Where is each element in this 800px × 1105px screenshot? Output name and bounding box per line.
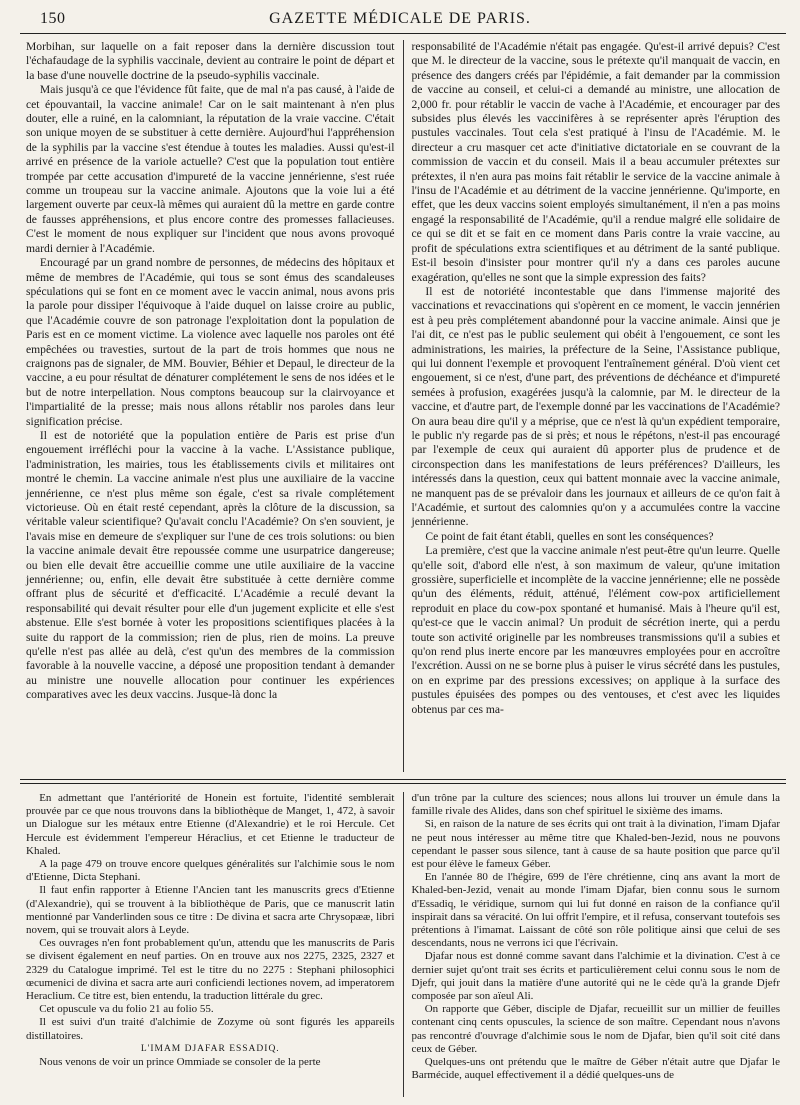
paragraph: Si, en raison de la nature de ses écrits qui ont trait à la divination, l'imam Djafar ne peut nous intéresser au même titre que Khaled-ben-Jezid, nous ne pouvons cependant le passer sous silence, tant à cause de sa haute position que parce qu'il est pour élève le fameux Géber. [411,818,780,871]
section-heading: L'IMAM DJAFAR ESSADIQ. [140,1043,280,1054]
paragraph: Mais jusqu'à ce que l'évidence fût faite, que de mal n'a pas causé, à l'aide de cet épouvantail, la vaccine animale! Car on le sait maintenant à n'en plus douter, elle a ruiné, en la calomniant, la réputation de la vraie vaccine. C'était son unique moyen de se substituer à cette dernière. Aujourd'hui l'appréhension de la syphilis par la vaccine s'est étendue à toutes les maladies. Aussi qu'est-il arrivé en présence de la variole actuelle? C'est que la population tout entière trompée par cette accusation d'impureté de la vaccine jennérienne, s'est ruée comme un troupeau sur la vaccine animale. Ajoutons que la voie lui a été largement ouverte par ceux-là mêmes qui auraient dû la mettre en garde contre de fausses appréhensions, et plus encore contre des promesses fallacieuses. C'est le moment de nous expliquer sur l'incident que nous avons provoqué mardi dernier à l'Académie. [26,83,395,255]
lower-left-column [20,792,401,1097]
lower-right-column [406,792,787,1097]
paragraph: Encouragé par un grand nombre de personnes, de médecins des hôpitaux et même de membres de l'Académie, qui tous se sont émus des scandaleuses spéculations qui se font en ce moment avec le vaccin animal, nous avons pris la parole pour dissiper l'équivoque à l'aide duquel on laisse croire au public, que l'Académie couvre de son patronage l'exploitation dont la population de Paris est en ce moment victime. La violence avec laquelle nos paroles ont été empêchées ou travesties, surtout de la part de trois hommes que nous ne craignons pas de signaler, de MM. Bouvier, Béhier et Depaul, le directeur de la vaccine, a eu pour résultat de dénaturer complétement le sens de nos idées et le but de notre interpellation. Nous comptons beaucoup sur la clairvoyance et l'impartialité de la presse; mais nous allons rétablir nos paroles dans leur signification précise. [26,256,395,428]
paragraph: Il est de notoriété incontestable que dans l'immense majorité des vaccinations et revaccinations qui s'opèrent en ce moment, le vaccin jennérien est à peu près complétement abandonné pour la vaccine animale. Ainsi que je l'ai dit, ce n'est pas le public seulement qui obéit à l'engouement, ce sont les administrations, les mairies, la préfecture de la Seine, l'Assistance publique, qui lui donnent l'exemple et provoquent l'entraînement général. D'où vient cet engouement, si ce n'est, d'une part, des préventions de déchéance et d'impureté semées à profusion, exagérées jusqu'à la calomnie, par M. le directeur de la vaccine, et d'autre part, de l'exemple donné par les vaccinations de l'Académie? On aura beau dire qu'il y a méprise, que ce n'est là qu'un expédient temporaire, le public n'y regarde pas de si près; et nous le répétons, n'est-il pas encouragé par l'exemple de ceux qui auraient dû apporter plus de prudence et de circonspection dans les manifestations de leurs préférences? D'ailleurs, les intéressés dans la question, ceux qui battent monnaie avec la vaccine animale, ne manquent pas de se prévaloir dans les journaux et ailleurs de ce qu'on fait à l'Académie, et surtout des calomnies qu'on y a accumulées contre la vaccine jennérienne. [411,284,780,529]
upper-right-column [406,40,787,772]
paragraph: En l'année 80 de l'hégire, 699 de l'ère chrétienne, cinq ans avant la mort de Khaled-ben-Jezid, venait au monde l'imam Djafar, bien connu sous le surnom d'Essadiq, le véridique, surnom qui lui fut donné en raison de la confiance qu'il inspirait dans sa véracité. On lui offrit l'empire, et il refusa, conservant toutefois ses prétentions à l'imamat. Laissant de côté son rôle politique ainsi que celui de ses descendants, nous ne verrons ici que l'écrivain. [411,871,780,950]
header-rule [20,33,786,34]
paragraph: Cet opuscule va du folio 21 au folio 55. [39,1003,214,1016]
column-divider [403,792,404,1097]
paragraph: La première, c'est que la vaccine animale n'est peut-être qu'un leurre. Quelle qu'elle soit, d'abord elle n'est, à son maximum de valeur, qu'une imitation grossière, superficielle et incomplète de la vaccine jennérienne; elle ne possède qu'un des éléments, réduit, atténué, l'élément cow-pox artificiellement reproduit en place du cow-pox spontané et humanisé. Mais à l'heure qu'il est, qu'est-ce que le vaccin animal? Un produit de sécrétion inerte, qui a perdu toute son activité originelle par les nombreuses transmissions qu'il a subies et qu'on rend plus inerte encore par les manœuvres employées pour en accroître l'excrétion. Aussi on ne se borne plus à puiser le virus sécrété dans les pustules, on en exprime par des pressions excessives; on applique à la surface des pustules épuisées des pompes ou des ventouses, et c'est avec les liquides obtenus par ces ma- [411,544,780,716]
paragraph: responsabilité de l'Académie n'était pas engagée. Qu'est-il arrivé depuis? C'est que M. le directeur de la vaccine, sous le prétexte qu'il manquait de vaccin, en présence des dangers créés par l'épidémie, a fait demander par la commission de vaccine au conseil, et celui-ci a demandé au ministre, une allocation de 2,000 fr. pour rétablir le vaccin de vache à l'Académie, et encourager par des subsides plus élevés les vaccinifères à se représenter après l'éruption des pustules vaccinales. Tout cela s'est pratiqué à l'insu de l'Académie. M. le directeur a cru masquer cet acte d'initiative dictatoriale en se couvrant de la commission de vaccin et du conseil. Mais il a beau accumuler prétextes sur prétextes, il n'en aura pas moins fait rétablir le service de la vaccine animale à l'insu de l'Académie et au détriment de la vaccine jennérienne. Qu'importe, en effet, que les deux vaccins soient employés simultanément, il n'en a pas moins engagé la responsabilité de l'Académie, qu'il a rendue malgré elle solidaire de ce qui se dit et se fait en ce moment dans Paris contre la vraie vaccine, au profit de spéculations extra scientifiques et au détriment de la santé publique. Est-il besoin d'insister pour montrer qu'il n'y a dans ces paroles aucune exagération, qu'elles ne sont que la simple expression des faits? [411,40,780,284]
section-rule [20,779,786,780]
paragraph: A la page 479 on trouve encore quelques généralités sur l'alchimie sous le nom d'Etienne, Dicta Stephani. [26,858,395,884]
paragraph: Il est de notoriété que la population entière de Paris est prise d'un engouement irréfléchi pour la vaccine à la vache. L'Assistance publique, l'administration, les mairies, tous les établissements civils et militaires ont montré le chemin. La vaccine animale n'est plus une auxiliaire de la vaccine jennérienne, ce n'est plus même son égale, c'est sa rivale complétement victorieuse. Où en était resté cependant, après la clôture de la discussion, sa véritable valeur scientifique? Qu'avait conclu l'Académie? On s'en souvient, je l'avais mise en demeure de s'expliquer sur l'une de ces trois solutions: ou bien la vaccine animale devait être repoussée comme une usurpatrice dangereuse; ou bien elle devait être accueillie comme une utile auxiliaire de la vaccine jennérienne; ou, enfin, elle devait être substituée à cette dernière comme offrant plus de sécurité et d'efficacité. L'Académie a reculé devant la responsabilité qui devait résulter pour elle d'un jugement explicite et elle s'est abstenue. Elle s'est bornée à voter les propositions scientifiques placées à la suite du rapport de la commission; rien de plus, rien de moins. La preuve qu'elle n'est pas allée au delà, c'est qu'un des membres de la commission favorable à la nouvelle vaccine, a déposé une proposition tendant à demander au ministre une nouvelle allocation pour continuer les expériences comparatives avec les deux vaccins. Jusque-là donc la [26,428,395,702]
paragraph: Il est suivi d'un traité d'alchimie de Zozyme où sont figurés les appareils distillatoires. [26,1016,395,1042]
paragraph: Morbihan, sur laquelle on a fait reposer dans la dernière discussion tout l'échafaudage de la syphilis vaccinale, devient au contraire le point de départ et la base d'une nouvelle doctrine de la pseudo-syphilis vaccinale. [26,40,395,82]
section-rule-thin [20,783,786,784]
paragraph: En admettant que l'antériorité de Honein est fortuite, l'identité semblerait prouvée par ce que nous trouvons dans la bibliothèque de Manget, 1, 472, à savoir un Dialogue sur les métaux entre Etienne (d'Alexandrie) et le roi Hercule. Cet Hercule est évidemment l'empereur Héraclius, et cet Etienne le traducteur de Khaled. [26,792,395,857]
journal-title: GAZETTE MÉDICALE DE PARIS. [269,10,531,27]
page-number: 150 [40,10,66,27]
paragraph: Quelques-uns ont prétendu que le maître de Géber n'était autre que Djafar le Barmécide, auquel effectivement il a dédié quelques-uns de [411,1056,780,1082]
column-divider [403,40,404,772]
paragraph: Ce point de fait étant établi, quelles en sont les conséquences? [425,529,714,543]
paragraph: On rapporte que Géber, disciple de Djafar, recueillit sur un millier de feuilles contenant cinq cents opuscules, la science de son maître. Cependant nous n'avons pas rencontré d'ouvrage d'alchimie sous le nom de Djafar, bien qu'il soit cité dans ceux de Géber. [411,1003,780,1055]
paragraph: Ces ouvrages n'en font probablement qu'un, attendu que les manuscrits de Paris se divisent également en neuf parties. On en trouve aux nos 2275, 2325, 2327 et 2329 du Catalogue imprimé. Tel est le titre du no 2275 : Stephani philosophici œcumenici de divina et sacra arte auri conficiendi lectiones novem, ad imperatorem Heraclium. Ce titre est, bien entendu, la traduction littérale du grec. [26,937,395,1003]
paragraph: d'un trône par la culture des sciences; nous allons lui trouver un émule dans la famille rivale des Alides, dans son chef spirituel le sixième des imams. [411,792,780,818]
upper-article [20,40,786,772]
paragraph: Nous venons de voir un prince Ommiade se consoler de la perte [39,1056,321,1069]
paragraph: Il faut enfin rapporter à Etienne l'Ancien tant les manuscrits grecs d'Etienne (d'Alexandrie), qui se trouvent à la bibliothèque de Paris, que ce manuscrit latin mentionné par Vanderlinden sous ce titre : De divina et sacra arte Chrysopææ, libri novem, qui se trouvait alors à Leyde. [26,884,395,937]
upper-left-column [20,40,401,772]
feuilleton-article [20,792,786,1097]
paragraph: Djafar nous est donné comme savant dans l'alchimie et la divination. C'est à ce dernier sujet qu'ont trait ses écrits et particulièrement celui connu sous le nom de Djefr, qui jouit dans la matière d'une autorité qui ne le cède qu'à la grande Djefr composée par son aïeul Ali. [411,950,780,1003]
page-header [18,8,782,30]
